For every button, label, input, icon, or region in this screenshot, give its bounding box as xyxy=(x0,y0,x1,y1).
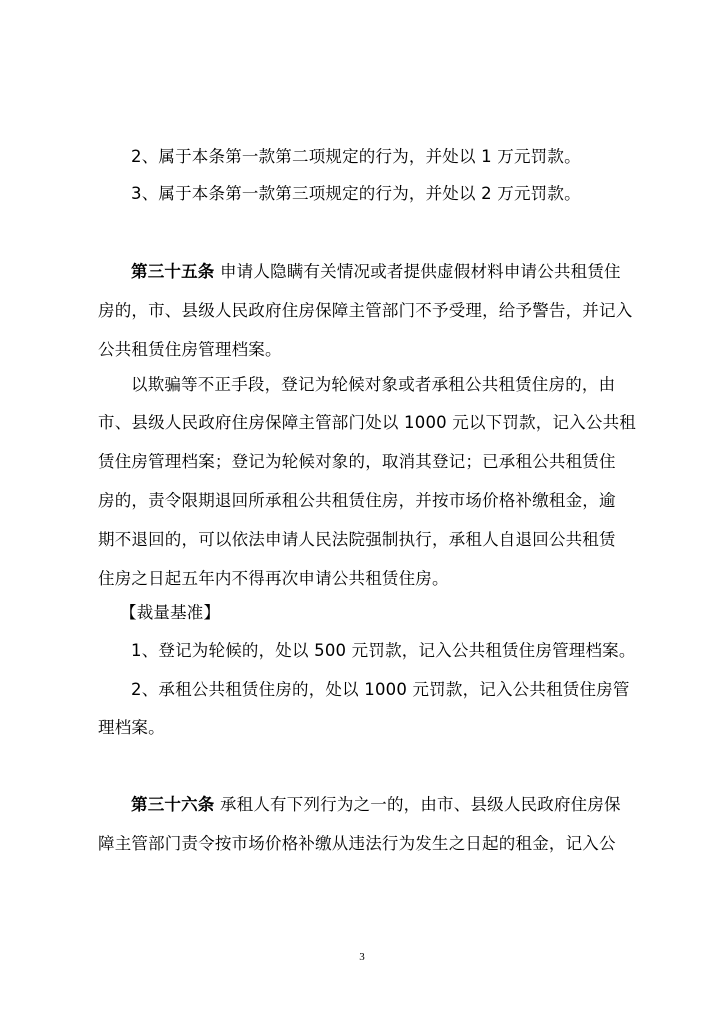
paragraph-line: 赁住房管理档案；登记为轮候对象的，取消其登记；已承租公共租赁住 xyxy=(98,452,616,471)
paragraph-line: 1、登记为轮候的，处以 500 元罚款，记入公共租赁住房管理档案。 xyxy=(131,641,636,660)
paragraph-line: 房的，责令限期退回所承租公共租赁住房，并按市场价格补缴租金，逾 xyxy=(98,491,616,510)
discretion-standard-heading: 【裁量基准】 xyxy=(120,603,221,622)
paragraph-line: 3、属于本条第一款第三项规定的行为，并处以 2 万元罚款。 xyxy=(131,184,581,203)
article-35-first-line xyxy=(131,262,621,282)
paragraph-line: 公共租赁住房管理档案。 xyxy=(98,340,282,359)
article-36-heading: 第三十六条 xyxy=(131,795,215,814)
article-35-heading: 第三十五条 xyxy=(131,262,215,281)
paragraph-line: 住房之日起五年内不得再次申请公共租赁住房。 xyxy=(98,569,449,588)
paragraph-line: 市、县级人民政府住房保障主管部门处以 1000 元以下罚款，记入公共租 xyxy=(98,413,636,432)
paragraph-line: 障主管部门责令按市场价格补缴从违法行为发生之日起的租金，记入公 xyxy=(98,834,616,853)
paragraph-line: 2、属于本条第一款第二项规定的行为，并处以 1 万元罚款。 xyxy=(131,147,581,166)
page-number: 3 xyxy=(359,951,365,963)
paragraph-line: 房的，市、县级人民政府住房保障主管部门不予受理，给予警告，并记入 xyxy=(98,301,633,320)
article-35-text: 申请人隐瞒有关情况或者提供虚假材料申请公共租赁住 xyxy=(219,262,621,281)
paragraph-line: 期不退回的，可以依法申请人民法院强制执行，承租人自退回公共租赁 xyxy=(98,530,616,549)
article-36-text: 承租人有下列行为之一的，由市、县级人民政府住房保 xyxy=(219,795,621,814)
article-36-first-line xyxy=(131,795,621,815)
paragraph-line: 以欺骗等不正手段，登记为轮候对象或者承租公共租赁住房的，由 xyxy=(131,375,616,394)
paragraph-line: 理档案。 xyxy=(98,718,165,737)
paragraph-line: 2、承租公共租赁住房的，处以 1000 元罚款，记入公共租赁住房管 xyxy=(131,680,630,699)
